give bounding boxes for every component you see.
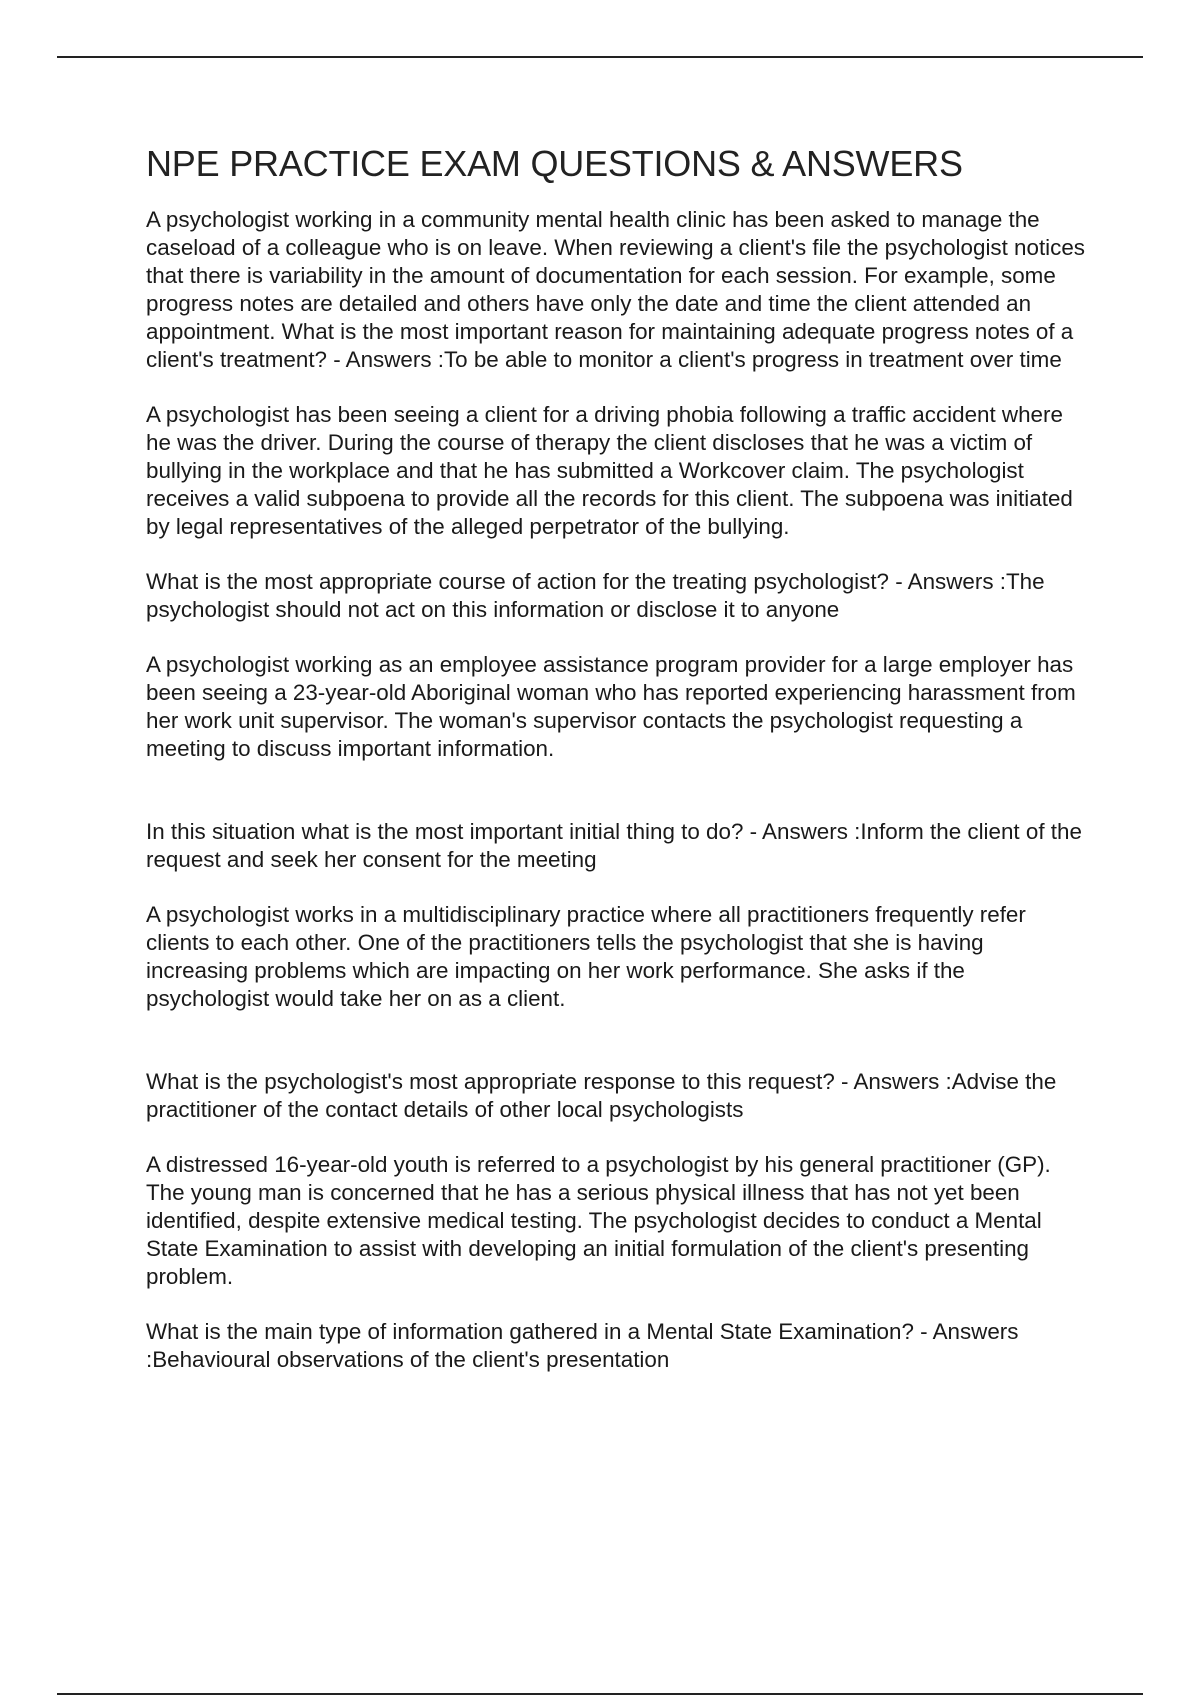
page-title: NPE PRACTICE EXAM QUESTIONS & ANSWERS [146,143,963,184]
paragraph-1: A psychologist working in a community mental health clinic has been asked to manage the caseload of a colleague who is on leave. When reviewing a client's file the psychologist notices that there is variability in the amount of documentation for each session. For example, some progress notes are detailed and others have only the date and time the client attended an appointment. What is the most important reason for maintaining adequate progress notes of a client's treatment? - Answers :To be able to monitor a client's progress in treatment over time [146,207,1085,372]
paragraph-5: In this situation what is the most important initial thing to do? - Answers :Inform the client of the request and seek her consent for the meeting [146,819,1082,872]
paragraph-8: A distressed 16-year-old youth is referred to a psychologist by his general practitioner (GP). The young man is concerned that he has a serious physical illness that has not yet been identified, despite extensive medical testing. The psychologist decides to conduct a Mental State Examination to assist with developing an initial formulation of the client's presenting problem. [146,1152,1051,1289]
paragraph-9: What is the main type of information gathered in a Mental State Examination? - Answers :Behavioural observations of the client's presentation [146,1319,1019,1372]
paragraph-2: A psychologist has been seeing a client for a driving phobia following a traffic accident where he was the driver. During the course of therapy the client discloses that he was a victim of bullying in the workplace and that he has submitted a Workcover claim. The psychologist receives a valid subpoena to provide all the records for this client. The subpoena was initiated by legal representatives of the alleged perpetrator of the bullying. [146,402,1073,539]
paragraph-4: A psychologist working as an employee assistance program provider for a large employer has been seeing a 23-year-old Aboriginal woman who has reported experiencing harassment from her work unit supervisor. The woman's supervisor contacts the psychologist requesting a meeting to discuss important information. [146,652,1076,761]
bottom-rule [57,1693,1143,1695]
paragraph-7: What is the psychologist's most appropriate response to this request? - Answers :Advise the practitioner of the contact details of other local psychologists [146,1069,1057,1122]
paragraph-3: What is the most appropriate course of action for the treating psychologist? - Answers :The psychologist should not act on this information or disclose it to anyone [146,569,1045,622]
top-rule [57,56,1143,58]
document-body [146,143,1086,1401]
paragraph-6: A psychologist works in a multidisciplinary practice where all practitioners frequently refer clients to each other. One of the practitioners tells the psychologist that she is having increasing problems which are impacting on her work performance. She asks if the psychologist would take her on as a client. [146,902,1026,1011]
